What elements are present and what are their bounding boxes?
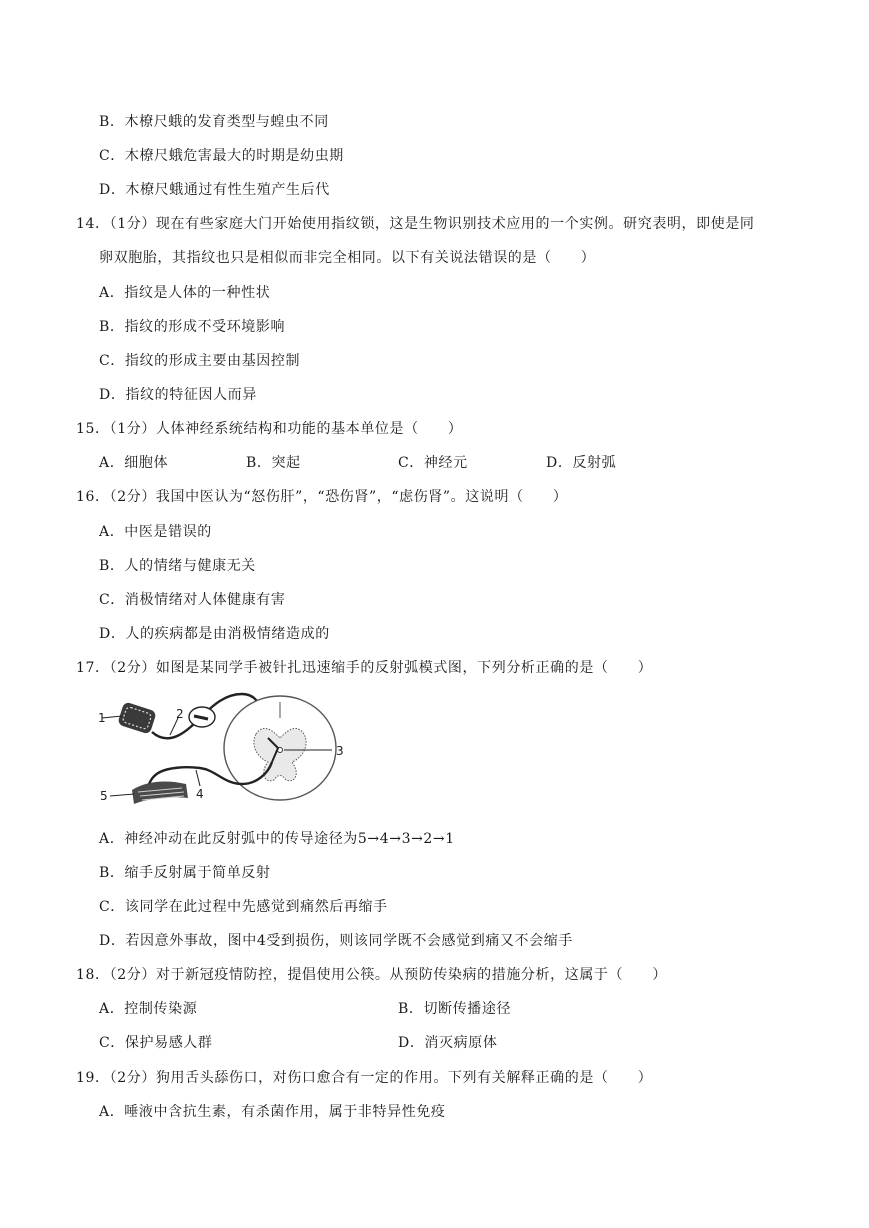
q17-option-c: C．该同学在此过程中先感觉到痛然后再缩手 <box>99 899 388 915</box>
q18-stem: 18．（2分）对于新冠疫情防控，提倡使用公筷。从预防传染病的措施分析，这属于（ ） <box>76 967 667 983</box>
label-4: 4 <box>196 787 204 801</box>
q14-option-d: D．指纹的特征因人而异 <box>99 387 257 403</box>
q15-option-a: A．细胞体 <box>99 455 169 471</box>
q14-option-b: B．指纹的形成不受环境影响 <box>99 319 286 335</box>
reflex-arc-diagram <box>96 688 366 812</box>
q18-option-d: D．消灭病原体 <box>398 1035 498 1051</box>
q17-option-d: D．若因意外事故，图中4受到损伤，则该同学既不会感觉到痛又不会缩手 <box>99 933 573 949</box>
q15-option-b: B．突起 <box>246 455 301 471</box>
q14-option-c: C．指纹的形成主要由基因控制 <box>99 353 301 369</box>
label-2: 2 <box>176 707 184 721</box>
q13-option-b: B．木橑尺蛾的发育类型与蝗虫不同 <box>99 114 329 130</box>
q14-option-a: A．指纹是人体的一种性状 <box>99 285 271 301</box>
q13-option-d: D．木橑尺蛾通过有性生殖产生后代 <box>99 182 330 198</box>
label-5: 5 <box>100 789 108 803</box>
label-1: 1 <box>98 711 106 725</box>
q19-stem: 19．（2分）狗用舌头舔伤口，对伤口愈合有一定的作用。下列有关解释正确的是（ ） <box>76 1070 653 1086</box>
q16-stem: 16．（2分）我国中医认为“怒伤肝”，“恐伤肾”，“虑伤肾”。这说明（ ） <box>76 489 568 505</box>
q15-stem: 15．（1分）人体神经系统结构和功能的基本单位是（ ） <box>76 421 463 437</box>
label-4-pointer <box>196 770 200 786</box>
q14-stem-line1: 14．（1分）现在有些家庭大门开始使用指纹锁，这是生物识别技术应用的一个实例。研究表明，即使是同 <box>76 216 755 232</box>
q16-option-c: C．消极情绪对人体健康有害 <box>99 592 286 608</box>
label-5-pointer <box>110 794 134 796</box>
q14-stem-line2: 卵双胞胎，其指纹也只是相似而非完全相同。以下有关说法错误的是（ ） <box>99 250 596 266</box>
q15-option-c: C．神经元 <box>398 455 468 471</box>
q16-option-b: B．人的情绪与健康无关 <box>99 558 256 574</box>
q19-option-a: A．唾液中含抗生素，有杀菌作用，属于非特异性免疫 <box>99 1104 446 1120</box>
label-3: 3 <box>336 744 344 758</box>
q16-option-d: D．人的疾病都是由消极情绪造成的 <box>99 626 330 642</box>
q17-stem: 17．（2分）如图是某同学手被针扎迅速缩手的反射弧模式图，下列分析正确的是（ ） <box>76 660 653 676</box>
q18-option-a: A．控制传染源 <box>99 1001 198 1017</box>
q17-option-b: B．缩手反射属于简单反射 <box>99 865 271 881</box>
q18-option-c: C．保护易感人群 <box>99 1035 213 1051</box>
q16-option-a: A．中医是错误的 <box>99 524 212 540</box>
q18-option-b: B．切断传播途径 <box>398 1001 512 1017</box>
effector-muscle <box>132 782 188 804</box>
q13-option-c: C．木橑尺蛾危害最大的时期是幼虫期 <box>99 148 344 164</box>
receptor-skin <box>117 701 157 734</box>
q17-option-a: A．神经冲动在此反射弧中的传导途径为5→4→3→2→1 <box>99 831 455 847</box>
q15-option-d: D．反射弧 <box>546 455 617 471</box>
